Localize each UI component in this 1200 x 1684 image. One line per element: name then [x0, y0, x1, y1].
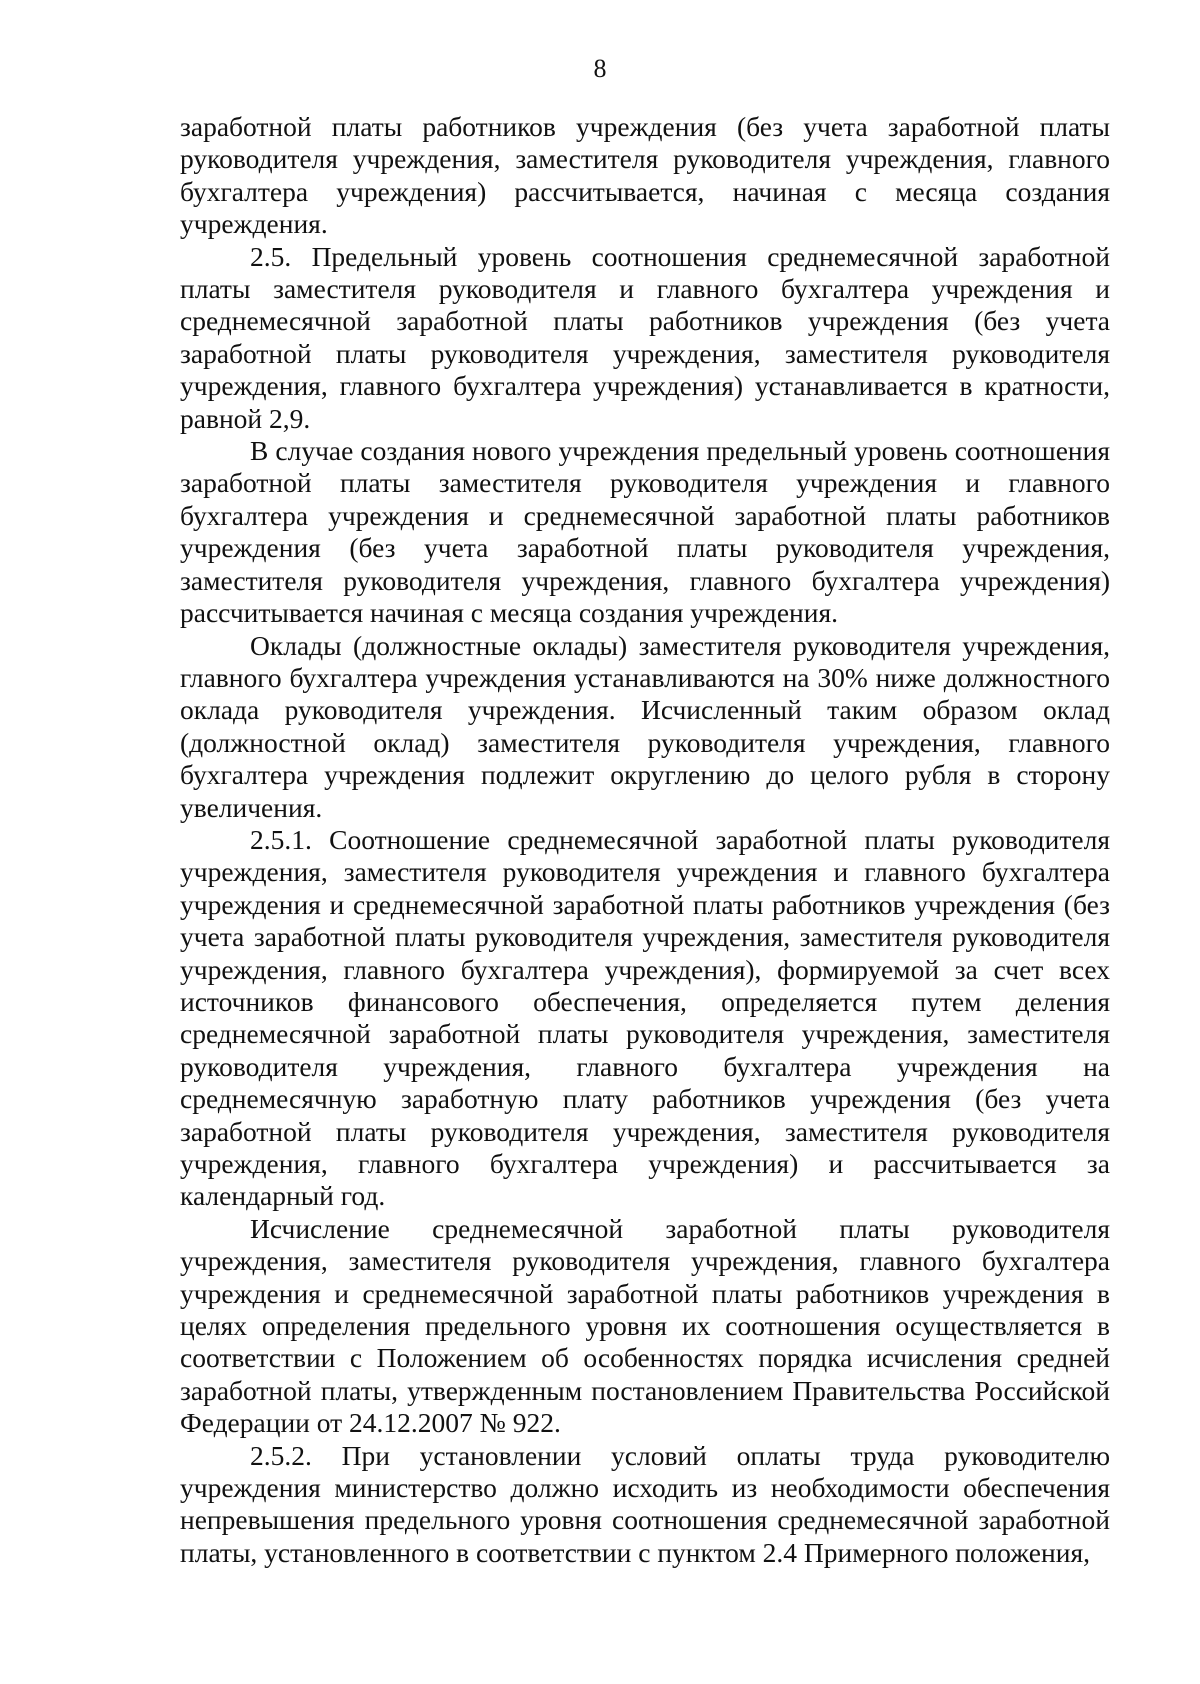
- page-number: 8: [593, 54, 607, 83]
- paragraph-calculation: Исчисление среднемесячной заработной платы руководителя учреждения, заместителя руководителя учреждения, главного бухгалтера учреждения и среднемесячной заработной платы работников учреждения в целях определения предельного уровня их соотношения осуществляется в соответствии с Положением об особенностях порядка исчисления средней заработной платы, утвержденным постановлением Правительства Российской Федерации от 24.12.2007 № 922.: [180, 1212, 1110, 1439]
- paragraph-salaries: Оклады (должностные оклады) заместителя руководителя учреждения, главного бухгалтера учреждения устанавливаются на 30% ниже должностного оклада руководителя учреждения. Исчисленный таким образом оклад (должностной оклад) заместителя руководителя учреждения, главного бухгалтера учреждения подлежит округлению до целого рубля в сторону увеличения.: [180, 629, 1110, 823]
- paragraph-2-5-1: 2.5.1. Соотношение среднемесячной заработной платы руководителя учреждения, заместителя руководителя учреждения и главного бухгалтера учреждения и среднемесячной заработной платы работников учреждения (без учета заработной платы руководителя учреждения, заместителя руководителя учреждения, главного бухгалтера учреждения), формируемой за счет всех источников финансового обеспечения, определяется путем деления среднемесячной заработной платы руководителя учреждения, заместителя руководителя учреждения, главного бухгалтера учреждения на среднемесячную заработную плату работников учреждения (без учета заработной платы руководителя учреждения, заместителя руководителя учреждения, главного бухгалтера учреждения) и рассчитывается за календарный год.: [180, 823, 1110, 1212]
- paragraph-new-institution: В случае создания нового учреждения предельный уровень соотношения заработной платы заместителя руководителя учреждения и главного бухгалтера учреждения и среднемесячной заработной платы работников учреждения (без учета заработной платы руководителя учреждения, заместителя руководителя учреждения, главного бухгалтера учреждения) рассчитывается начиная с месяца создания учреждения.: [180, 435, 1110, 629]
- document-body: [180, 111, 1110, 1569]
- paragraph-2-5-2: 2.5.2. При установлении условий оплаты труда руководителю учреждения министерство должно исходить из необходимости обеспечения непревышения предельного уровня соотношения среднемесячной заработной платы, установленного в соответствии с пунктом 2.4 Примерного положения,: [180, 1439, 1110, 1568]
- paragraph-2-5: 2.5. Предельный уровень соотношения среднемесячной заработной платы заместителя руководителя и главного бухгалтера учреждения и среднемесячной заработной платы работников учреждения (без учета заработной платы руководителя учреждения, заместителя руководителя учреждения, главного бухгалтера учреждения) устанавливается в кратности, равной 2,9.: [180, 240, 1110, 434]
- paragraph-continuation: заработной платы работников учреждения (без учета заработной платы руководителя учреждения, заместителя руководителя учреждения, главного бухгалтера учреждения) рассчитывается, начиная с месяца создания учреждения.: [180, 111, 1110, 240]
